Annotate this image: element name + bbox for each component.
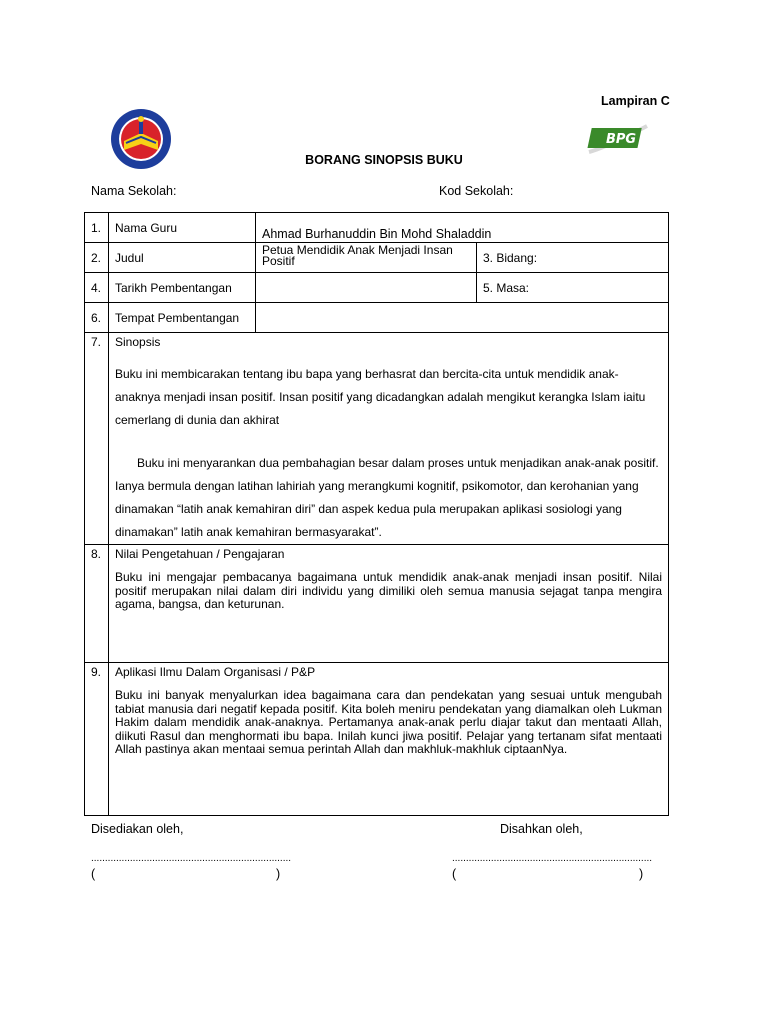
table-row <box>85 663 669 816</box>
presentation-date-label: Tarikh Pembentangan <box>109 273 256 303</box>
approved-close-paren: ) <box>639 867 644 881</box>
form-title: BORANG SINOPSIS BUKU <box>305 153 463 167</box>
row-number: 7. <box>85 333 109 545</box>
table-row <box>85 545 669 663</box>
row-number: 9. <box>85 663 109 816</box>
table-row <box>85 213 669 243</box>
knowledge-title: Nilai Pengetahuan / Pengajaran <box>115 547 285 561</box>
time-label: 5. Masa: <box>477 273 669 303</box>
prepared-open-paren: ( <box>91 867 96 881</box>
bpg-logo <box>585 122 651 156</box>
teacher-name-label: Nama Guru <box>109 213 256 243</box>
table-row <box>85 303 669 333</box>
book-title-value: Petua Mendidik Anak Menjadi Insan Positif <box>256 243 477 273</box>
approved-open-paren: ( <box>452 867 457 881</box>
row-number: 4. <box>85 273 109 303</box>
presentation-place-value <box>256 303 669 333</box>
row-number: 8. <box>85 545 109 663</box>
synopsis-form-table <box>84 212 669 816</box>
bpg-logo-text: BPG <box>605 132 637 147</box>
teacher-name-value: Ahmad Burhanuddin Bin Mohd Shaladdin <box>256 213 669 243</box>
prepared-by-label: Disediakan oleh, <box>91 822 184 836</box>
application-text: Buku ini banyak menyalurkan idea bagaimana cara dan pendekatan yang sesuai untuk mengubah tabiat manusia dari negatif kepada positif. Kita boleh meniru pendekatan yang diamalkan oleh Lukman Hakim dalam mendidik anak-anaknya. Pertamanya anak-anak perlu diajar takut dan mentaati Allah, diikuti Rasul dan menghormati ibu bapa. Inilah kunci jiwa positif. Pelajar yang tertanam sifat mentaati Allah pastinya akan mentaai semua perintah Allah dan makhluk-makhluk ciptaanNya. <box>115 688 663 756</box>
synopsis-title: Sinopsis <box>115 335 161 349</box>
synopsis-paragraph-2: Buku ini menyarankan dua pembahagian besar dalam proses untuk menjadikan anak-anak positif. Ianya bermula dengan latihan lahiriah yang merangkumi kognitif, psikomotor, dan kerohanian yang dinamakan “latih anak kemahiran diri” dan aspek kedua pula merupakan aplikasi sosiologi yang dinamakan” latih anak kemahiran bermasyarakat”. <box>115 456 659 539</box>
row-number: 2. <box>85 243 109 273</box>
synopsis-paragraph-1: Buku ini membicarakan tentang ibu bapa yang berhasrat dan bercita-cita untuk mendidik anak-anaknya menjadi insan positif. Insan positif yang dicadangkan adalah mengikut kerangka Islam iaitu cemerlang di dunia dan akhirat <box>115 367 646 427</box>
table-row <box>85 333 669 545</box>
school-name-label: Nama Sekolah: <box>91 184 177 198</box>
approved-by-label: Disahkan oleh, <box>500 822 583 836</box>
row-number: 6. <box>85 303 109 333</box>
table-row <box>85 243 669 273</box>
prepared-signature-line: ........................................................................ <box>91 853 292 864</box>
presentation-place-label: Tempat Pembentangan <box>109 303 256 333</box>
table-row <box>85 273 669 303</box>
bpg-logo-icon <box>585 122 651 156</box>
field-label: 3. Bidang: <box>477 243 669 273</box>
presentation-date-value <box>256 273 477 303</box>
application-section <box>109 663 669 816</box>
synopsis-section <box>109 333 669 545</box>
approved-signature-line: ........................................................................ <box>452 853 653 864</box>
school-code-label: Kod Sekolah: <box>439 184 514 198</box>
application-title: Aplikasi Ilmu Dalam Organisasi / P&P <box>115 665 316 679</box>
title-label: Judul <box>109 243 256 273</box>
row-number: 1. <box>85 213 109 243</box>
prepared-close-paren: ) <box>276 867 281 881</box>
knowledge-section <box>109 545 669 663</box>
knowledge-text: Buku ini mengajar pembacanya bagaimana untuk mendidik anak-anak menjadi insan positif. Nilai positif merupakan nilai dalam diri individu yang dimiliki oleh semua manusia sejagat tanpa mengira agama, bangsa, dan keturunan. <box>115 570 663 611</box>
attachment-label: Lampiran C <box>601 94 670 108</box>
